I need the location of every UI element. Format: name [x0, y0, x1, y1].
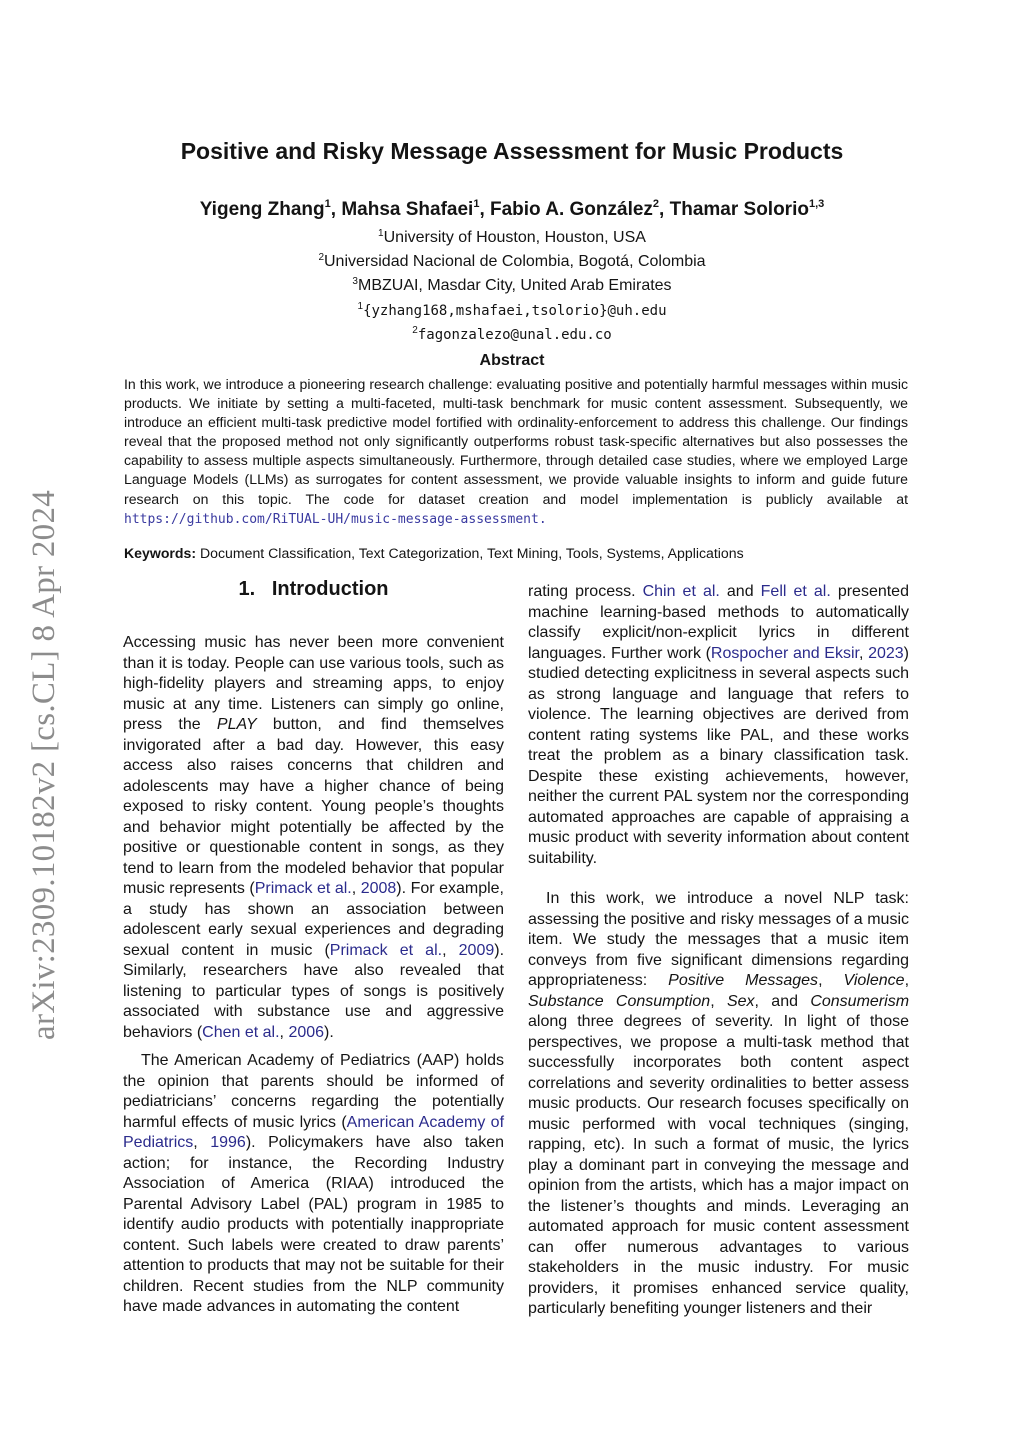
- emphasized-text: Consumerism: [810, 992, 910, 1010]
- left-column: [123, 633, 504, 1318]
- affiliation-mark: 2: [318, 252, 324, 263]
- body-text: ,: [710, 992, 727, 1010]
- right-column: [528, 582, 909, 1320]
- affiliation-mark: 3: [352, 276, 358, 287]
- intro-paragraph: [123, 633, 504, 1043]
- citation-link[interactable]: Primack et al.: [329, 941, 443, 959]
- email-line: [0, 326, 1024, 344]
- author-affiliation-mark: 2: [652, 198, 660, 210]
- body-text: and: [719, 583, 761, 600]
- body-text: presented machine learning-based methods to automatically classify explicit/non-explicit lyrics in different languages. Further work (: [528, 583, 909, 662]
- affiliation-text: MBZUAI, Masdar City, United Arab Emirates: [357, 277, 672, 294]
- emphasized-text: PLAY: [216, 716, 257, 733]
- emphasized-text: Violence: [843, 972, 905, 989]
- paper-title: Positive and Risky Message Assessment for Music Products: [180, 138, 844, 164]
- affiliation-text: Universidad Nacional de Colombia, Bogotá, Colombia: [324, 253, 706, 270]
- section-heading: [123, 578, 504, 601]
- arxiv-identifier: arXiv:2309.10182v2 [cs.CL] 8 Apr 2024: [26, 489, 62, 1040]
- body-text: The American Academy of Pediatrics (AAP) holds the opinion that parents should be informed of pediatricians’ concerns regarding the potentially harmful effects of music lyrics (: [123, 1052, 504, 1131]
- citation-link[interactable]: 2006: [288, 1023, 325, 1041]
- body-text: ).: [324, 1023, 334, 1041]
- keywords-label: Keywords:: [124, 545, 197, 561]
- body-text: ,: [904, 972, 910, 989]
- affiliation-line: [0, 229, 1024, 247]
- citation-link[interactable]: 1996: [210, 1134, 246, 1151]
- affiliation-line: [0, 253, 1024, 271]
- affiliation-mark: 1: [378, 228, 384, 239]
- abstract-text: [124, 375, 908, 529]
- body-text: ,: [442, 941, 459, 959]
- citation-link[interactable]: Fell et al.: [760, 583, 831, 600]
- email-line: [0, 302, 1024, 320]
- author-name: Yigeng Zhang: [199, 199, 325, 220]
- keywords: [124, 545, 908, 561]
- body-text: ,: [193, 1134, 211, 1151]
- code-repository-link[interactable]: https://github.com/RiTUAL-UH/music-message-assessment.: [124, 511, 547, 527]
- body-text: ). Similarly, researchers have also revealed that listening to particular types of songs is positively associated with substance use and aggressive behaviors (: [123, 941, 505, 1041]
- citation-link[interactable]: 2009: [458, 941, 495, 959]
- author-name: Fabio A. González: [490, 199, 653, 220]
- body-text: ,: [351, 880, 361, 897]
- body-text: ). For example, a study has shown an association between adolescent early sexual experiences and degrading sexual content in music (: [123, 880, 504, 959]
- body-text: , and: [754, 992, 811, 1010]
- citation-link[interactable]: Chin et al.: [642, 583, 720, 600]
- body-text: In this work, we introduce a novel NLP task: assessing the positive and risky messages of a music item. We study the messages that a music item conveys from five significant dimensions regarding appropriateness:: [528, 890, 909, 989]
- body-text: button, and find themselves invigorated after a bad day. However, this easy access also raises concerns that children and adolescents may have a higher chance of being exposed to risky content. Young people’s thoughts and behavior might potentially be affected by the positive or questionable content in songs, as they tend to learn from the modeled behavior that popular music represents (: [123, 716, 504, 897]
- email-address: {yzhang168,mshafaei,tsolorio}@uh.edu: [363, 303, 667, 319]
- citation-link[interactable]: 2008: [360, 880, 397, 897]
- affiliation-line: [0, 277, 1024, 295]
- affiliation-text: University of Houston, Houston, USA: [383, 229, 646, 246]
- citation-link[interactable]: American Academy of Pediatrics: [123, 1113, 505, 1151]
- author-name: Thamar Solorio: [669, 199, 809, 220]
- email-mark: 2: [412, 325, 418, 336]
- body-text: rating process.: [528, 583, 643, 600]
- intro-paragraph: [528, 582, 909, 869]
- citation-link[interactable]: Chen et al.: [202, 1023, 280, 1041]
- body-text: along three degrees of severity. In light of those perspectives, we propose a multi-task method that successfully incorporates both content aspect correlations and severity ordinalities to better assess music products. Our research focuses specifically on music performed with vocal techniques (singing, rapping, etc). In such a format of music, the lyrics play a dominant part in conveying the message and opinion from the artists, which has a major impact on the listener’s thoughts and minds. Leveraging an automated approach for music content assessment can offer numerous advantages to various stakeholders in the music industry. For music providers, it promises enhanced service quality, particularly benefiting younger listeners and their: [528, 1013, 909, 1317]
- author-affiliation-mark: 1,3: [808, 198, 825, 210]
- intro-paragraph: [528, 889, 909, 1320]
- author-list: Yigeng Zhang$^1$, Mahsa Shafaei$^1$, Fabio A. González$^2$, Thamar Solorio$^{1,3}$: [199, 198, 825, 220]
- body-text: Accessing music has never been more convenient than it is today. People can use various tools, such as high-fidelity players and streaming apps, to enjoy music at any time. Listeners can simply go online, press the: [123, 634, 504, 733]
- body-text: ). Policymakers have also taken action; for instance, the Recording Industry Association of America (RIAA) introduced the Parental Advisory Label (PAL) program in 1985 to identify audio products with potentially inappropriate content. Such labels were created to draw parents’ attention to products that may not be suitable for their children. Recent studies from the NLP community have made advances in automating the content: [123, 1134, 504, 1315]
- citation-link[interactable]: Primack et al.: [254, 880, 352, 897]
- citation-link[interactable]: 2023: [868, 644, 904, 662]
- citation-link[interactable]: Rospocher and Eksir: [710, 644, 859, 662]
- body-text: ,: [818, 972, 844, 989]
- section-number: 1.: [238, 578, 256, 600]
- emphasized-text: Substance Consumption: [528, 992, 711, 1010]
- keywords-text: Document Classification, Text Categorization, Text Mining, Tools, Systems, Applications: [199, 545, 744, 561]
- body-text: ,: [279, 1023, 289, 1041]
- section-title: Introduction: [271, 578, 389, 600]
- intro-paragraph: [123, 1051, 504, 1318]
- email-address: fagonzalezo@unal.edu.co: [417, 327, 612, 343]
- emphasized-text: Positive Messages: [668, 972, 819, 989]
- emphasized-text: Sex: [726, 992, 755, 1010]
- author-affiliation-mark: 1: [324, 198, 331, 210]
- body-text: ) studied detecting explicitness in several aspects such as strong language and language that refers to violence. The learning objectives are derived from content rating systems like PAL, and these works treat the problem as a binary classification task. Despite these existing achievements, however, neither the current PAL system nor the corresponding automated approaches are capable of appraising a music product with severity information about content suitability.: [528, 644, 909, 867]
- author-affiliation-mark: 1: [473, 198, 480, 210]
- body-text: ,: [858, 644, 869, 662]
- abstract-paragraph: In this work, we introduce a pioneering research challenge: evaluating positive and potentially harmful messages within music products. We initiate by setting a multi-faceted, multi-task benchmark for music content assessment. Subsequently, we introduce an efficient multi-task predictive model fortified with ordinality-enforcement to address this challenge. Our findings reveal that the proposed method not only significantly outperforms robust task-specific alternatives but also possesses the capability to assess multiple aspects simultaneously. Furthermore, through detailed case studies, where we employed Large Language Models (LLMs) as surrogates for content assessment, we provide valuable insights to inform and guide future research on this topic. The code for dataset creation and model implementation is publicly available at: [124, 376, 908, 507]
- email-mark: 1: [357, 301, 364, 312]
- author-name: Mahsa Shafaei: [341, 199, 474, 220]
- abstract-heading: Abstract: [479, 352, 545, 369]
